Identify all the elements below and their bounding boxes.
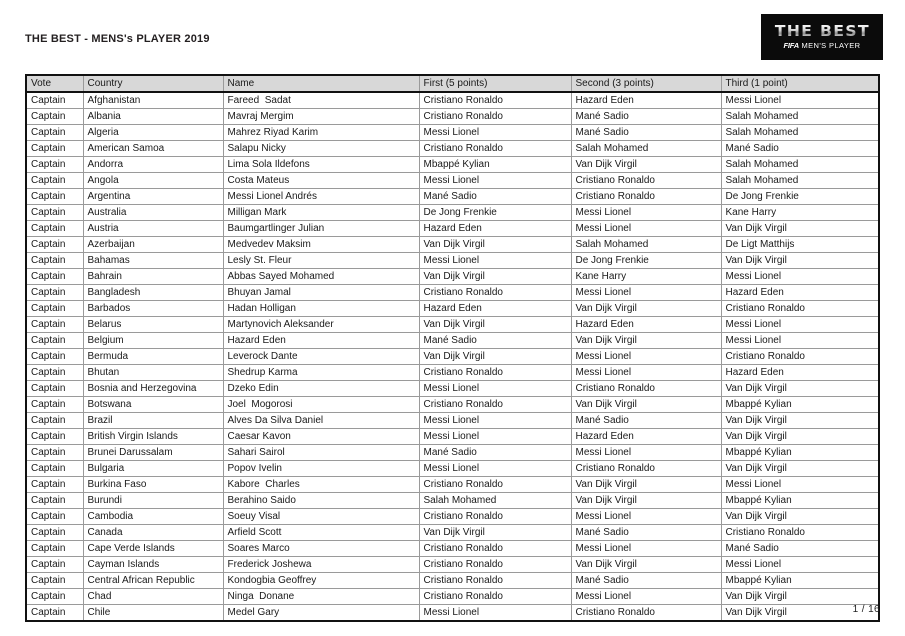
cell-first-place: Cristiano Ronaldo <box>419 541 571 557</box>
logo-fifa-text: FIFA <box>783 41 799 51</box>
table-row <box>27 125 878 141</box>
cell-name: Abbas Sayed Mohamed <box>223 269 419 285</box>
cell-first-place: Mané Sadio <box>419 333 571 349</box>
table-row <box>27 221 878 237</box>
cell-country: Central African Republic <box>83 573 223 589</box>
cell-second-place: Hazard Eden <box>571 317 721 333</box>
cell-second-place: Mané Sadio <box>571 125 721 141</box>
cell-third-place: Hazard Eden <box>721 365 878 381</box>
cell-name: Popov Ivelin <box>223 461 419 477</box>
cell-country: Botswana <box>83 397 223 413</box>
cell-name: Fareed Sadat <box>223 92 419 109</box>
cell-name: Milligan Mark <box>223 205 419 221</box>
cell-first-place: Cristiano Ronaldo <box>419 397 571 413</box>
cell-first-place: Messi Lionel <box>419 605 571 621</box>
cell-first-place: Salah Mohamed <box>419 493 571 509</box>
cell-name: Costa Mateus <box>223 173 419 189</box>
cell-third-place: Salah Mohamed <box>721 109 878 125</box>
cell-first-place: Mané Sadio <box>419 445 571 461</box>
cell-vote: Captain <box>27 461 83 477</box>
cell-vote: Captain <box>27 445 83 461</box>
cell-third-place: Cristiano Ronaldo <box>721 349 878 365</box>
cell-name: Kabore Charles <box>223 477 419 493</box>
cell-vote: Captain <box>27 589 83 605</box>
cell-name: Caesar Kavon <box>223 429 419 445</box>
cell-vote: Captain <box>27 285 83 301</box>
cell-country: Chad <box>83 589 223 605</box>
table-row <box>27 445 878 461</box>
column-header-name: Name <box>223 76 419 92</box>
cell-first-place: Cristiano Ronaldo <box>419 509 571 525</box>
cell-country: Bulgaria <box>83 461 223 477</box>
cell-country: Azerbaijan <box>83 237 223 253</box>
cell-country: Bosnia and Herzegovina <box>83 381 223 397</box>
cell-third-place: Mbappé Kylian <box>721 573 878 589</box>
cell-name: Frederick Joshewa <box>223 557 419 573</box>
cell-first-place: Hazard Eden <box>419 301 571 317</box>
cell-name: Soares Marco <box>223 541 419 557</box>
cell-first-place: Messi Lionel <box>419 381 571 397</box>
cell-vote: Captain <box>27 557 83 573</box>
document-header <box>0 0 905 70</box>
cell-third-place: Cristiano Ronaldo <box>721 301 878 317</box>
cell-vote: Captain <box>27 173 83 189</box>
cell-third-place: Mbappé Kylian <box>721 493 878 509</box>
table-row <box>27 269 878 285</box>
cell-name: Hazard Eden <box>223 333 419 349</box>
cell-name: Baumgartlinger Julian <box>223 221 419 237</box>
cell-name: Medel Gary <box>223 605 419 621</box>
cell-vote: Captain <box>27 477 83 493</box>
cell-third-place: De Ligt Matthijs <box>721 237 878 253</box>
table-row <box>27 589 878 605</box>
cell-country: Bermuda <box>83 349 223 365</box>
table-row <box>27 189 878 205</box>
cell-vote: Captain <box>27 157 83 173</box>
cell-vote: Captain <box>27 397 83 413</box>
cell-first-place: Van Dijk Virgil <box>419 269 571 285</box>
cell-vote: Captain <box>27 493 83 509</box>
table-row <box>27 365 878 381</box>
cell-first-place: Cristiano Ronaldo <box>419 365 571 381</box>
cell-second-place: Messi Lionel <box>571 589 721 605</box>
cell-third-place: Messi Lionel <box>721 269 878 285</box>
cell-country: Canada <box>83 525 223 541</box>
cell-country: Andorra <box>83 157 223 173</box>
cell-second-place: Messi Lionel <box>571 221 721 237</box>
cell-second-place: Cristiano Ronaldo <box>571 189 721 205</box>
page-title: THE BEST - MENS's PLAYER 2019 <box>25 33 210 45</box>
table-row <box>27 525 878 541</box>
cell-third-place: Mané Sadio <box>721 541 878 557</box>
page-indicator: 1 / 16 <box>852 604 880 615</box>
cell-first-place: Messi Lionel <box>419 125 571 141</box>
cell-first-place: Cristiano Ronaldo <box>419 589 571 605</box>
cell-third-place: Messi Lionel <box>721 317 878 333</box>
cell-vote: Captain <box>27 333 83 349</box>
cell-second-place: Messi Lionel <box>571 365 721 381</box>
cell-name: Lesly St. Fleur <box>223 253 419 269</box>
cell-second-place: Cristiano Ronaldo <box>571 461 721 477</box>
cell-name: Hadan Holligan <box>223 301 419 317</box>
table-row <box>27 557 878 573</box>
cell-name: Dzeko Edin <box>223 381 419 397</box>
cell-country: Bhutan <box>83 365 223 381</box>
cell-second-place: Messi Lionel <box>571 205 721 221</box>
cell-third-place: Salah Mohamed <box>721 157 878 173</box>
cell-name: Joel Mogorosi <box>223 397 419 413</box>
cell-vote: Captain <box>27 349 83 365</box>
cell-name: Sahari Sairol <box>223 445 419 461</box>
table-row <box>27 285 878 301</box>
cell-name: Leverock Dante <box>223 349 419 365</box>
cell-second-place: Mané Sadio <box>571 573 721 589</box>
cell-second-place: Messi Lionel <box>571 541 721 557</box>
cell-third-place: Salah Mohamed <box>721 173 878 189</box>
cell-first-place: Van Dijk Virgil <box>419 525 571 541</box>
cell-vote: Captain <box>27 253 83 269</box>
cell-second-place: Messi Lionel <box>571 285 721 301</box>
cell-name: Soeuy Visal <box>223 509 419 525</box>
cell-vote: Captain <box>27 92 83 109</box>
cell-second-place: Van Dijk Virgil <box>571 333 721 349</box>
votes-table <box>27 76 878 620</box>
cell-name: Berahino Saido <box>223 493 419 509</box>
cell-vote: Captain <box>27 205 83 221</box>
cell-vote: Captain <box>27 541 83 557</box>
cell-vote: Captain <box>27 573 83 589</box>
cell-third-place: Van Dijk Virgil <box>725 607 787 618</box>
cell-second-place: Cristiano Ronaldo <box>571 605 721 621</box>
cell-second-place: Salah Mohamed <box>571 141 721 157</box>
cell-country: Brazil <box>83 413 223 429</box>
table-row <box>27 141 878 157</box>
cell-second-place: Messi Lionel <box>571 445 721 461</box>
cell-second-place: Hazard Eden <box>571 92 721 109</box>
table-row <box>27 92 878 109</box>
cell-third-place: Van Dijk Virgil <box>721 253 878 269</box>
table-row <box>27 397 878 413</box>
cell-name: Messi Lionel Andrés <box>223 189 419 205</box>
cell-country: Angola <box>83 173 223 189</box>
cell-third-place: Mbappé Kylian <box>721 445 878 461</box>
table-row <box>27 253 878 269</box>
cell-third-place: Mbappé Kylian <box>721 397 878 413</box>
cell-name: Ninga Donane <box>223 589 419 605</box>
cell-second-place: Cristiano Ronaldo <box>571 381 721 397</box>
column-header-country: Country <box>83 76 223 92</box>
cell-vote: Captain <box>27 189 83 205</box>
cell-name: Lima Sola Ildefons <box>223 157 419 173</box>
table-row <box>27 237 878 253</box>
cell-country: Brunei Darussalam <box>83 445 223 461</box>
cell-third-place: Messi Lionel <box>721 477 878 493</box>
table-row <box>27 317 878 333</box>
table-row <box>27 541 878 557</box>
cell-name: Medvedev Maksim <box>223 237 419 253</box>
cell-country: Albania <box>83 109 223 125</box>
cell-first-place: Mané Sadio <box>419 189 571 205</box>
cell-third-place: Van Dijk Virgil <box>721 221 878 237</box>
cell-first-place: Messi Lionel <box>419 253 571 269</box>
cell-first-place: Cristiano Ronaldo <box>419 285 571 301</box>
cell-second-place: Messi Lionel <box>571 349 721 365</box>
cell-second-place: Van Dijk Virgil <box>571 397 721 413</box>
logo-the-best-text: THE BEST <box>774 22 870 41</box>
cell-name: Mavraj Mergim <box>223 109 419 125</box>
cell-vote: Captain <box>27 381 83 397</box>
table-header-row <box>27 76 878 92</box>
cell-first-place: Cristiano Ronaldo <box>419 557 571 573</box>
cell-second-place: De Jong Frenkie <box>571 253 721 269</box>
cell-country: Belarus <box>83 317 223 333</box>
the-best-fifa-logo <box>761 14 883 60</box>
cell-first-place: Hazard Eden <box>419 221 571 237</box>
cell-first-place: Cristiano Ronaldo <box>419 573 571 589</box>
cell-third-place: Cristiano Ronaldo <box>721 525 878 541</box>
logo-mens-player-text: MEN'S PLAYER <box>798 41 861 51</box>
votes-table-container <box>25 74 880 622</box>
cell-name: Arfield Scott <box>223 525 419 541</box>
column-header-vote: Vote <box>27 76 83 92</box>
cell-country: Bangladesh <box>83 285 223 301</box>
cell-country: Bahamas <box>83 253 223 269</box>
cell-vote: Captain <box>27 237 83 253</box>
cell-first-place: Van Dijk Virgil <box>419 237 571 253</box>
cell-country: Cayman Islands <box>83 557 223 573</box>
column-header-second: Second (3 points) <box>571 76 721 92</box>
cell-third-place: Hazard Eden <box>721 285 878 301</box>
cell-third-place: Salah Mohamed <box>721 125 878 141</box>
table-row <box>27 413 878 429</box>
column-header-third: Third (1 point) <box>721 76 878 92</box>
cell-second-place: Van Dijk Virgil <box>571 477 721 493</box>
cell-country: Burundi <box>83 493 223 509</box>
cell-name: Bhuyan Jamal <box>223 285 419 301</box>
cell-third-place: Van Dijk Virgil <box>721 413 878 429</box>
cell-name: Mahrez Riyad Karim <box>223 125 419 141</box>
cell-country: Austria <box>83 221 223 237</box>
cell-country: Burkina Faso <box>83 477 223 493</box>
cell-vote: Captain <box>27 605 83 621</box>
cell-vote: Captain <box>27 221 83 237</box>
cell-country: Afghanistan <box>83 92 223 109</box>
cell-vote: Captain <box>27 109 83 125</box>
cell-vote: Captain <box>27 125 83 141</box>
cell-third-place: Van Dijk Virgil <box>721 509 878 525</box>
cell-vote: Captain <box>27 365 83 381</box>
cell-second-place: Mané Sadio <box>571 413 721 429</box>
cell-third-place: Van Dijk Virgil <box>721 461 878 477</box>
cell-second-place: Cristiano Ronaldo <box>571 173 721 189</box>
cell-second-place: Van Dijk Virgil <box>571 493 721 509</box>
cell-vote: Captain <box>27 525 83 541</box>
cell-vote: Captain <box>27 141 83 157</box>
cell-first-place: Messi Lionel <box>419 173 571 189</box>
cell-vote: Captain <box>27 413 83 429</box>
cell-third-place: Van Dijk Virgil <box>721 381 878 397</box>
cell-name: Kondogbia Geoffrey <box>223 573 419 589</box>
cell-country: Bahrain <box>83 269 223 285</box>
cell-country: American Samoa <box>83 141 223 157</box>
table-row <box>27 573 878 589</box>
cell-name: Alves Da Silva Daniel <box>223 413 419 429</box>
table-row <box>27 109 878 125</box>
cell-third-place: De Jong Frenkie <box>721 189 878 205</box>
cell-vote: Captain <box>27 301 83 317</box>
cell-first-place: Cristiano Ronaldo <box>419 109 571 125</box>
cell-third-place: Messi Lionel <box>721 557 878 573</box>
cell-third-place: Mané Sadio <box>721 141 878 157</box>
votes-table-header <box>27 76 878 92</box>
cell-second-place: Van Dijk Virgil <box>571 157 721 173</box>
cell-second-place: Kane Harry <box>571 269 721 285</box>
cell-third-place: Van Dijk Virgil <box>721 589 878 605</box>
cell-first-place: De Jong Frenkie <box>419 205 571 221</box>
table-row <box>27 509 878 525</box>
cell-name: Shedrup Karma <box>223 365 419 381</box>
cell-country: Cape Verde Islands <box>83 541 223 557</box>
cell-first-place: Messi Lionel <box>419 429 571 445</box>
cell-first-place: Cristiano Ronaldo <box>419 477 571 493</box>
cell-third-place: Van Dijk Virgil <box>721 429 878 445</box>
table-row <box>27 477 878 493</box>
cell-first-place: Messi Lionel <box>419 413 571 429</box>
table-row <box>27 605 878 621</box>
cell-third-place: Kane Harry <box>721 205 878 221</box>
cell-second-place: Messi Lionel <box>571 509 721 525</box>
cell-country: Australia <box>83 205 223 221</box>
cell-first-place: Cristiano Ronaldo <box>419 141 571 157</box>
cell-third-place: Messi Lionel <box>721 333 878 349</box>
table-row <box>27 381 878 397</box>
cell-country: Algeria <box>83 125 223 141</box>
cell-second-place: Van Dijk Virgil <box>571 301 721 317</box>
cell-vote: Captain <box>27 269 83 285</box>
cell-first-place: Van Dijk Virgil <box>419 349 571 365</box>
cell-second-place: Hazard Eden <box>571 429 721 445</box>
cell-vote: Captain <box>27 317 83 333</box>
table-row <box>27 429 878 445</box>
cell-country: Cambodia <box>83 509 223 525</box>
table-row <box>27 205 878 221</box>
cell-vote: Captain <box>27 509 83 525</box>
cell-second-place: Salah Mohamed <box>571 237 721 253</box>
table-row <box>27 493 878 509</box>
cell-third-place: Messi Lionel <box>721 92 878 109</box>
table-row <box>27 157 878 173</box>
cell-name: Martynovich Aleksander <box>223 317 419 333</box>
cell-country: British Virgin Islands <box>83 429 223 445</box>
cell-first-place: Cristiano Ronaldo <box>419 92 571 109</box>
column-header-first: First (5 points) <box>419 76 571 92</box>
cell-country: Chile <box>83 605 223 621</box>
votes-table-body <box>27 92 878 620</box>
cell-vote: Captain <box>27 429 83 445</box>
cell-second-place: Van Dijk Virgil <box>571 557 721 573</box>
cell-second-place: Mané Sadio <box>571 525 721 541</box>
table-row <box>27 173 878 189</box>
table-row <box>27 461 878 477</box>
cell-first-place: Messi Lionel <box>419 461 571 477</box>
cell-second-place: Mané Sadio <box>571 109 721 125</box>
cell-country: Belgium <box>83 333 223 349</box>
cell-country: Argentina <box>83 189 223 205</box>
table-row <box>27 349 878 365</box>
cell-first-place: Mbappé Kylian <box>419 157 571 173</box>
cell-name: Salapu Nicky <box>223 141 419 157</box>
cell-country: Barbados <box>83 301 223 317</box>
cell-first-place: Van Dijk Virgil <box>419 317 571 333</box>
table-row <box>27 301 878 317</box>
logo-subtitle <box>784 42 861 50</box>
table-row <box>27 333 878 349</box>
